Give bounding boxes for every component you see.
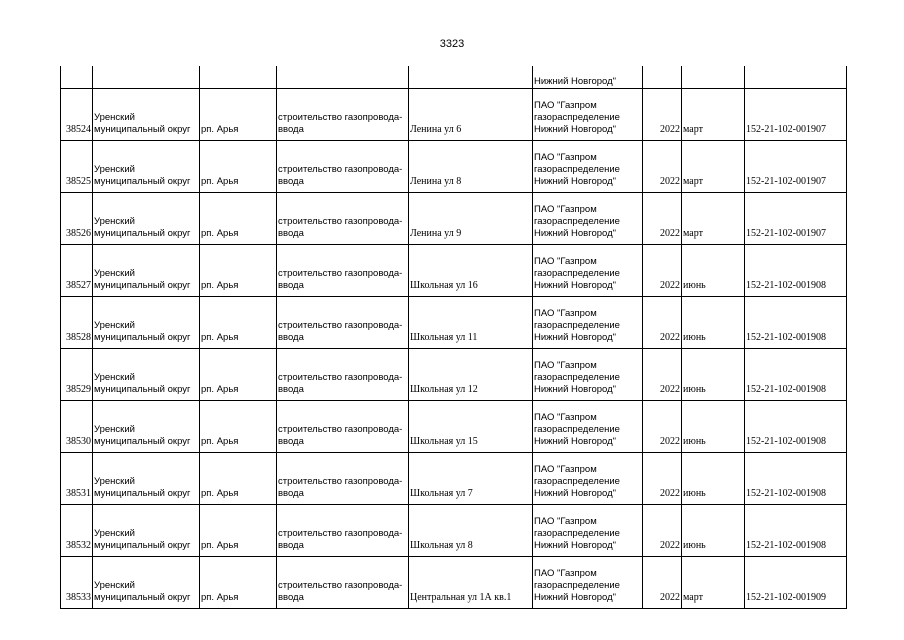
cell-work: строительство газопровода- ввода — [277, 141, 409, 193]
table-row — [61, 401, 847, 453]
cell-municipality: Уренский муниципальный округ — [93, 297, 200, 349]
cell-owner: ПАО "Газпром газораспределение Нижний Новгород" — [533, 401, 643, 453]
cell-municipality: Уренский муниципальный округ — [93, 453, 200, 505]
cell-settlement: рп. Арья — [200, 89, 277, 141]
table-row — [61, 89, 847, 141]
cell-work: строительство газопровода- ввода — [277, 245, 409, 297]
cell-year: 2022 — [643, 89, 682, 141]
cell-year — [643, 66, 682, 89]
cell-code — [745, 66, 847, 89]
table-row — [61, 557, 847, 609]
table-row — [61, 349, 847, 401]
cell-settlement: рп. Арья — [200, 453, 277, 505]
cell-id: 38527 — [61, 245, 93, 297]
continued-row — [61, 66, 847, 89]
cell-month: июнь — [682, 453, 745, 505]
cell-municipality: Уренский муниципальный округ — [93, 505, 200, 557]
cell-work: строительство газопровода- ввода — [277, 193, 409, 245]
cell-year: 2022 — [643, 297, 682, 349]
cell-owner: Нижний Новгород" — [533, 66, 643, 89]
cell-settlement: рп. Арья — [200, 141, 277, 193]
cell-id: 38524 — [61, 89, 93, 141]
cell-year: 2022 — [643, 505, 682, 557]
cell-owner: ПАО "Газпром газораспределение Нижний Новгород" — [533, 349, 643, 401]
cell-address: Школьная ул 11 — [409, 297, 533, 349]
table-row — [61, 141, 847, 193]
cell-id: 38526 — [61, 193, 93, 245]
cell-work: строительство газопровода- ввода — [277, 89, 409, 141]
table-row — [61, 453, 847, 505]
cell-code: 152-21-102-001908 — [745, 349, 847, 401]
cell-settlement: рп. Арья — [200, 505, 277, 557]
cell-work — [277, 66, 409, 89]
cell-year: 2022 — [643, 349, 682, 401]
cell-code: 152-21-102-001907 — [745, 141, 847, 193]
cell-work: строительство газопровода- ввода — [277, 349, 409, 401]
cell-municipality: Уренский муниципальный округ — [93, 141, 200, 193]
cell-work: строительство газопровода- ввода — [277, 401, 409, 453]
cell-address: Ленина ул 8 — [409, 141, 533, 193]
cell-municipality: Уренский муниципальный округ — [93, 193, 200, 245]
cell-month: июнь — [682, 297, 745, 349]
table-row — [61, 193, 847, 245]
cell-settlement: рп. Арья — [200, 193, 277, 245]
cell-owner: ПАО "Газпром газораспределение Нижний Новгород" — [533, 141, 643, 193]
cell-municipality: Уренский муниципальный округ — [93, 245, 200, 297]
cell-month: март — [682, 193, 745, 245]
cell-year: 2022 — [643, 193, 682, 245]
cell-code: 152-21-102-001908 — [745, 245, 847, 297]
cell-code: 152-21-102-001907 — [745, 193, 847, 245]
cell-id: 38528 — [61, 297, 93, 349]
cell-owner: ПАО "Газпром газораспределение Нижний Новгород" — [533, 193, 643, 245]
cell-id: 38530 — [61, 401, 93, 453]
cell-owner: ПАО "Газпром газораспределение Нижний Новгород" — [533, 453, 643, 505]
cell-year: 2022 — [643, 453, 682, 505]
cell-code: 152-21-102-001908 — [745, 401, 847, 453]
cell-settlement: рп. Арья — [200, 557, 277, 609]
table-row — [61, 505, 847, 557]
cell-month: июнь — [682, 349, 745, 401]
cell-settlement: рп. Арья — [200, 401, 277, 453]
cell-settlement: рп. Арья — [200, 297, 277, 349]
cell-month: июнь — [682, 505, 745, 557]
cell-address: Школьная ул 16 — [409, 245, 533, 297]
cell-municipality: Уренский муниципальный округ — [93, 401, 200, 453]
cell-code: 152-21-102-001908 — [745, 505, 847, 557]
cell-month: март — [682, 89, 745, 141]
cell-address — [409, 66, 533, 89]
cell-year: 2022 — [643, 401, 682, 453]
cell-work: строительство газопровода- ввода — [277, 453, 409, 505]
cell-year: 2022 — [643, 245, 682, 297]
cell-address: Школьная ул 8 — [409, 505, 533, 557]
cell-address: Ленина ул 9 — [409, 193, 533, 245]
cell-work: строительство газопровода- ввода — [277, 557, 409, 609]
cell-month — [682, 66, 745, 89]
cell-id: 38529 — [61, 349, 93, 401]
cell-month: июнь — [682, 245, 745, 297]
table-row — [61, 297, 847, 349]
cell-owner: ПАО "Газпром газораспределение Нижний Новгород" — [533, 89, 643, 141]
cell-settlement — [200, 66, 277, 89]
cell-address: Школьная ул 12 — [409, 349, 533, 401]
table-row — [61, 245, 847, 297]
cell-owner: ПАО "Газпром газораспределение Нижний Новгород" — [533, 245, 643, 297]
cell-settlement: рп. Арья — [200, 349, 277, 401]
registry-table — [60, 66, 847, 609]
cell-address: Школьная ул 15 — [409, 401, 533, 453]
cell-owner: ПАО "Газпром газораспределение Нижний Новгород" — [533, 505, 643, 557]
cell-settlement: рп. Арья — [200, 245, 277, 297]
cell-id: 38532 — [61, 505, 93, 557]
cell-month: июнь — [682, 401, 745, 453]
cell-owner: ПАО "Газпром газораспределение Нижний Новгород" — [533, 557, 643, 609]
table-body — [61, 66, 847, 609]
cell-code: 152-21-102-001908 — [745, 453, 847, 505]
cell-id: 38531 — [61, 453, 93, 505]
page-number: 3323 — [439, 38, 465, 50]
cell-month: март — [682, 141, 745, 193]
cell-address: Школьная ул 7 — [409, 453, 533, 505]
cell-address: Центральная ул 1А кв.1 — [409, 557, 533, 609]
cell-id: 38533 — [61, 557, 93, 609]
cell-code: 152-21-102-001907 — [745, 89, 847, 141]
cell-code: 152-21-102-001909 — [745, 557, 847, 609]
cell-code: 152-21-102-001908 — [745, 297, 847, 349]
cell-municipality: Уренский муниципальный округ — [93, 89, 200, 141]
cell-work: строительство газопровода- ввода — [277, 297, 409, 349]
cell-month: март — [682, 557, 745, 609]
cell-year: 2022 — [643, 141, 682, 193]
cell-year: 2022 — [643, 557, 682, 609]
cell-municipality — [93, 66, 200, 89]
cell-address: Ленина ул 6 — [409, 89, 533, 141]
cell-id: 38525 — [61, 141, 93, 193]
cell-municipality: Уренский муниципальный округ — [93, 557, 200, 609]
cell-municipality: Уренский муниципальный округ — [93, 349, 200, 401]
cell-work: строительство газопровода- ввода — [277, 505, 409, 557]
cell-id — [61, 66, 93, 89]
cell-owner: ПАО "Газпром газораспределение Нижний Новгород" — [533, 297, 643, 349]
